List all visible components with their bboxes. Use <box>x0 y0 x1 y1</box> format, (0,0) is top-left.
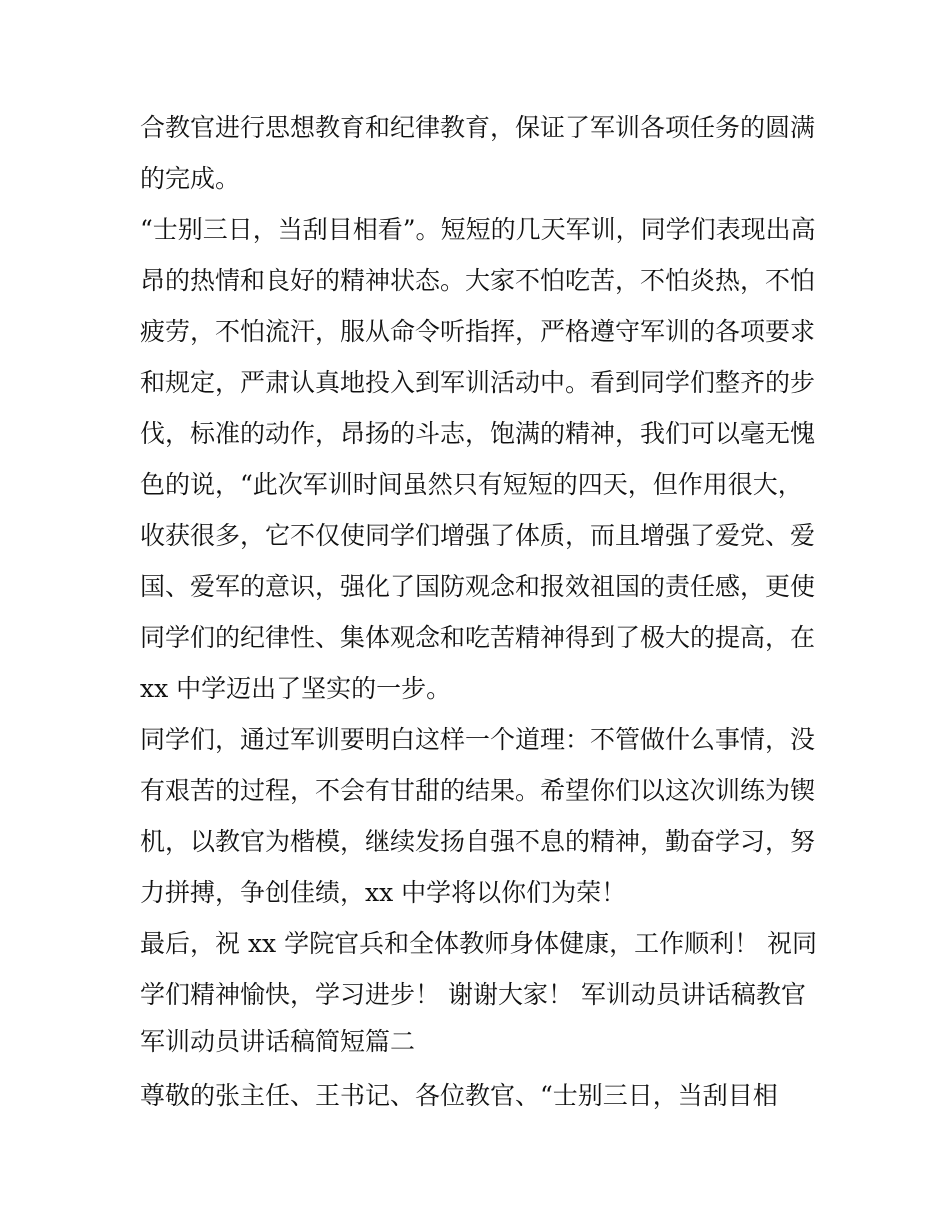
text-line-13: 同学们，通过军训要明白这样一个道理：不管做什么事情，没 <box>140 725 816 754</box>
text-line-15: 机，以教官为楷模，继续发扬自强不息的精神，勤奋学习，努 <box>140 827 816 856</box>
text-line-18: 学们精神愉快，学习进步！ 谢谢大家！ 军训动员讲话稿教官 <box>140 980 806 1009</box>
text-line-5: 疲劳，不怕流汗，服从命令听指挥，严格遵守军训的各项要求 <box>140 317 816 346</box>
text-line-10: 国、爱军的意识，强化了国防观念和报效祖国的责任感，更使 <box>140 572 816 601</box>
text-line-6: 和规定，严肃认真地投入到军训活动中。看到同学们整齐的步 <box>140 368 816 397</box>
text-line-11: 同学们的纪律性、集体观念和吃苦精神得到了极大的提高，在 <box>140 623 816 652</box>
document-body <box>140 102 830 1121</box>
text-line-1: 合教官进行思想教育和纪律教育，保证了军训各项任务的圆满 <box>140 113 816 142</box>
text-line-20: 尊敬的张主任、王书记、各位教官、“士别三日，当刮目相 <box>140 1081 778 1110</box>
text-line-2: 的完成。 <box>140 164 241 193</box>
text-line-9: 收获很多，它不仅使同学们增强了体质，而且增强了爱党、爱 <box>140 521 816 550</box>
text-line-19: 军训动员讲话稿简短篇二 <box>140 1027 416 1056</box>
text-line-12: xx 中学迈出了坚实的一步。 <box>140 674 452 703</box>
text-line-17: 最后，祝 xx 学院官兵和全体教师身体健康，工作顺利！ 祝同 <box>140 929 818 958</box>
text-line-16: 力拼搏，争创佳绩，xx 中学将以你们为荣！ <box>140 878 627 907</box>
text-line-4: 昂的热情和良好的精神状态。大家不怕吃苦，不怕炎热，不怕 <box>140 266 816 295</box>
text-line-7: 伐，标准的动作，昂扬的斗志，饱满的精神，我们可以毫无愧 <box>140 419 816 448</box>
text-line-8: 色的说，“此次军训时间虽然只有短短的四天，但作用很大， <box>140 470 803 499</box>
text-line-14: 有艰苦的过程，不会有甘甜的结果。希望你们以这次训练为锲 <box>140 776 816 805</box>
text-line-3: “士别三日，当刮目相看”。短短的几天军训，同学们表现出高 <box>140 215 816 244</box>
